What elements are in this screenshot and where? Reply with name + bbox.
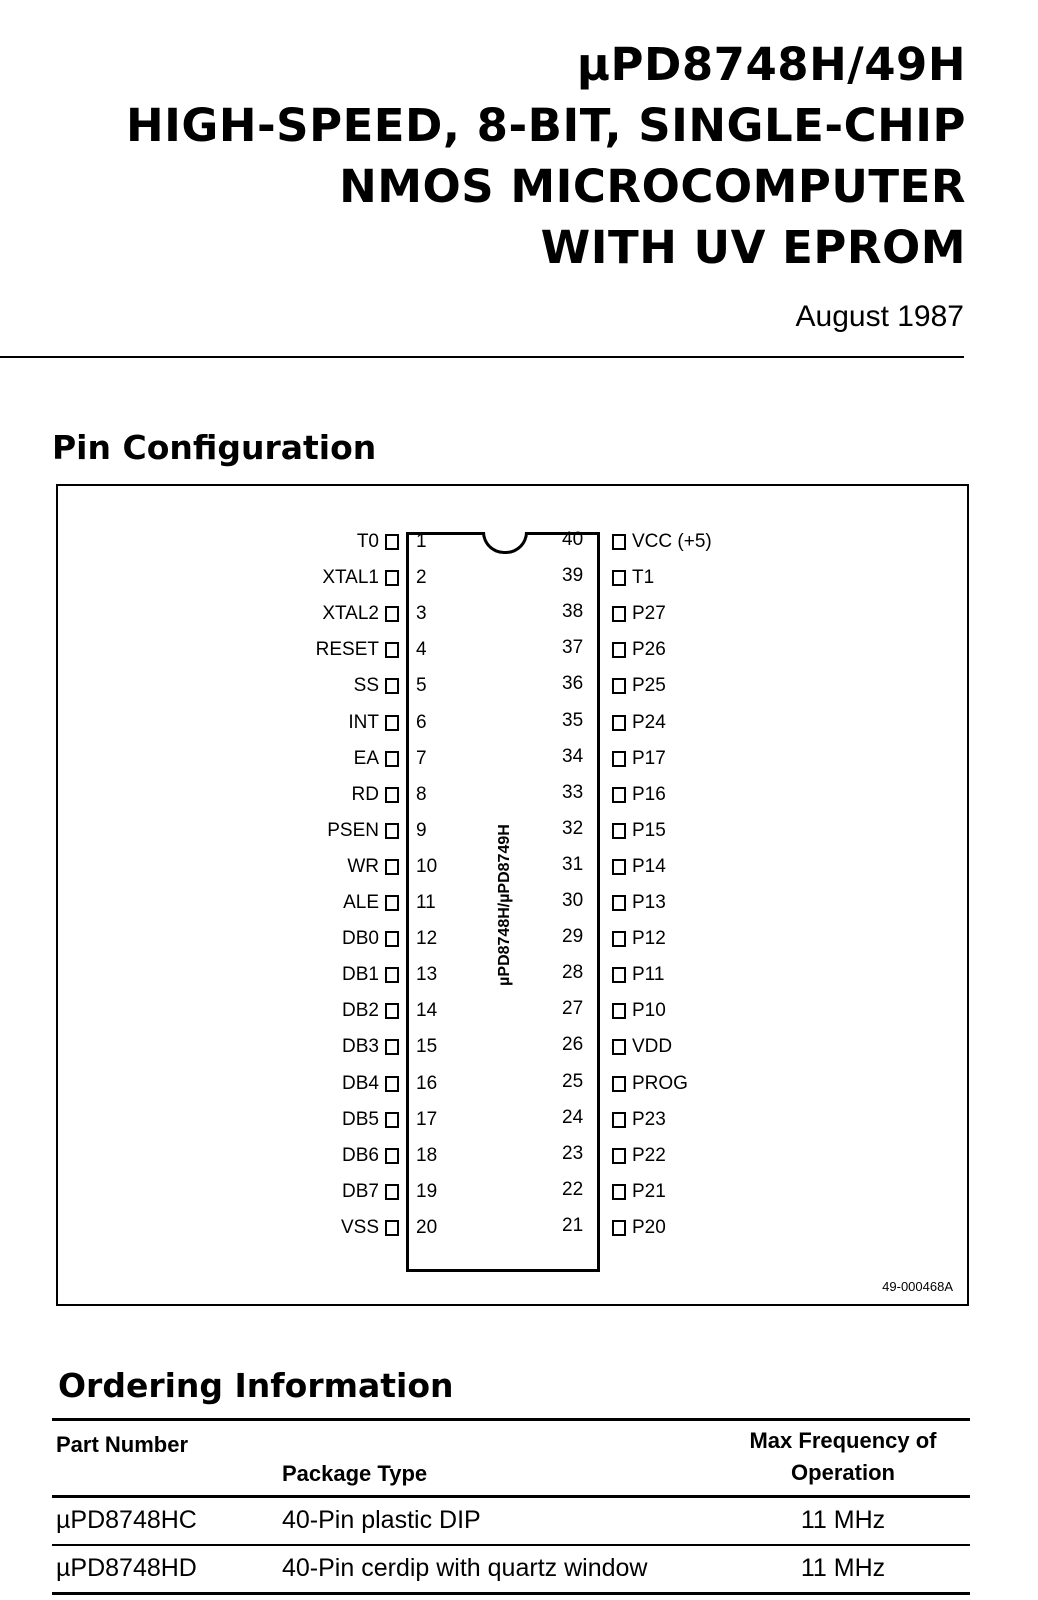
pin-pad: [385, 534, 399, 550]
pin-pad: [612, 787, 626, 803]
pin-left: [322, 602, 405, 626]
pin-pad: [612, 895, 626, 911]
pin-name: P11: [632, 964, 665, 986]
pin-pad: [385, 715, 399, 731]
pin-name: P14: [632, 855, 666, 877]
pin-name: P15: [632, 819, 666, 841]
pin-number: 31: [562, 853, 584, 875]
pin-right: [606, 747, 666, 771]
pin-number: 11: [416, 892, 436, 913]
pin-pad: [385, 1148, 399, 1164]
pin-pad: [385, 1039, 399, 1055]
pin-left: [343, 891, 405, 915]
pin-number: 10: [416, 855, 438, 877]
pin-pad: [385, 823, 399, 839]
pin-number: 28: [562, 962, 584, 984]
pin-name: DB1: [342, 964, 379, 986]
table-header: [52, 1421, 970, 1495]
pin-right: [606, 1180, 666, 1204]
pin-right: [606, 927, 666, 951]
pin-right: [606, 1144, 666, 1168]
pin-number: 15: [416, 1036, 438, 1058]
pin-number: 32: [562, 817, 584, 839]
pin-name: EA: [353, 747, 379, 769]
pin-name: RESET: [315, 639, 379, 661]
pin-name: RD: [351, 783, 379, 805]
pin-number: 3: [416, 603, 427, 625]
figure-code: 49-000468A: [882, 1279, 953, 1294]
pin-configuration-heading: Pin Configuration: [52, 428, 377, 467]
pin-number: 22: [562, 1178, 584, 1200]
pin-number: 34: [562, 745, 584, 767]
pin-name: SS: [353, 675, 379, 697]
column-header-part-number: Part Number: [56, 1432, 189, 1457]
pin-left: [342, 963, 405, 987]
pin-number: 27: [562, 998, 584, 1020]
pin-name: P25: [632, 675, 666, 697]
pin-number: 14: [416, 1000, 438, 1022]
pin-number: 6: [416, 711, 427, 733]
pin-pad: [612, 931, 626, 947]
pin-name: T0: [356, 531, 379, 552]
pin-pad: [612, 967, 626, 983]
pin-name: P22: [632, 1144, 666, 1166]
pin-number: 18: [416, 1144, 438, 1166]
pin-name: ALE: [343, 892, 379, 913]
pin-left: [316, 638, 405, 662]
pin-pad: [385, 1112, 399, 1128]
pin-pad: [612, 606, 626, 622]
title-line: WITH UV EPROM: [540, 221, 966, 274]
pin-pad: [385, 895, 399, 911]
pin-pad: [385, 787, 399, 803]
pin-name: P23: [632, 1108, 666, 1130]
pin-number: 21: [562, 1214, 584, 1236]
pin-left: [354, 674, 405, 698]
pin-pad: [385, 642, 399, 658]
pin-left: [357, 530, 405, 554]
pin-pad: [385, 606, 399, 622]
pin-pad: [612, 1039, 626, 1055]
pin-pad: [612, 570, 626, 586]
pin-right: [606, 819, 666, 843]
pin-name: T1: [632, 567, 655, 589]
pin-pad: [385, 1220, 399, 1236]
pin-name: P12: [632, 928, 666, 950]
pin-number: 36: [562, 673, 584, 695]
pin-name: DB4: [342, 1072, 379, 1094]
pin-name: DB6: [342, 1144, 379, 1166]
publication-date: August 1987: [795, 300, 964, 333]
pin-number: 17: [416, 1108, 438, 1130]
pin-right: [606, 999, 666, 1023]
pin-pad: [385, 751, 399, 767]
pin-pad: [385, 1003, 399, 1019]
pin-name: DB5: [342, 1108, 379, 1130]
ordering-information-heading: Ordering Information: [58, 1366, 454, 1405]
pin-name: XTAL2: [322, 603, 379, 625]
pin-pad: [612, 642, 626, 658]
pin-number: 38: [562, 601, 584, 623]
title-line: µPD8748H/49H: [576, 38, 966, 91]
pin-number: 25: [562, 1070, 584, 1092]
pin-name: VSS: [340, 1216, 379, 1238]
pin-pad: [612, 1003, 626, 1019]
table-row: [52, 1546, 970, 1592]
pin-pad: [612, 715, 626, 731]
pin-right: [606, 1072, 688, 1096]
pin-right: [606, 1035, 672, 1059]
pin-number: 39: [562, 565, 584, 587]
pin-left: [342, 1108, 405, 1132]
chip-label: µPD8748H/µPD8749H: [496, 824, 513, 986]
pin-right: [606, 530, 712, 554]
pin-right: [606, 566, 654, 590]
pin-number: 13: [416, 964, 438, 986]
pin-pad: [612, 823, 626, 839]
pin-left: [348, 711, 405, 735]
pin-configuration-figure: [56, 484, 969, 1306]
pin-right: [606, 1216, 666, 1240]
pin-number: 24: [562, 1106, 584, 1128]
pin-left: [322, 566, 405, 590]
pin-number: 29: [562, 926, 584, 948]
pin-right: [606, 711, 666, 735]
pin-name: P13: [632, 892, 666, 913]
pin-number: 12: [416, 928, 438, 950]
part-number-cell: µPD8748HC: [56, 1506, 197, 1534]
title-line: NMOS MICROCOMPUTER: [339, 160, 966, 213]
pin-pad: [385, 859, 399, 875]
pin-left: [352, 783, 405, 807]
pin-left: [342, 999, 405, 1023]
max-frequency-cell: 11 MHz: [800, 1554, 886, 1582]
column-header-max-frequency: Max Frequency of Operation: [749, 1428, 937, 1485]
pin-left: [342, 1180, 405, 1204]
pin-name: DB2: [342, 1000, 379, 1022]
pin-left: [341, 1216, 405, 1240]
pin-right: [606, 891, 666, 915]
pin-right: [606, 963, 664, 987]
pin-pad: [612, 859, 626, 875]
pin-name: P10: [632, 1000, 666, 1022]
pin-name: P16: [632, 783, 666, 805]
pin-number: 16: [416, 1072, 438, 1094]
pin-right: [606, 638, 666, 662]
pin-name: INT: [348, 711, 379, 733]
max-frequency-cell: 11 MHz: [800, 1506, 886, 1534]
pin-number: 19: [416, 1180, 438, 1202]
pin-left: [354, 747, 405, 771]
pin-pad: [612, 1220, 626, 1236]
ordering-table: [52, 1418, 970, 1595]
pin-number: 40: [562, 529, 584, 550]
header-divider: [0, 356, 964, 358]
pin-right: [606, 783, 666, 807]
pin-pad: [385, 1184, 399, 1200]
part-number-cell: µPD8748HD: [56, 1554, 197, 1582]
pin-number: 2: [416, 567, 427, 589]
pin-left: [347, 855, 405, 879]
pin-right: [606, 855, 666, 879]
pin-pad: [612, 751, 626, 767]
chip-notch: [482, 532, 528, 554]
pin-name: PSEN: [327, 819, 379, 841]
pin-pad: [385, 678, 399, 694]
pin-name: WR: [347, 855, 379, 877]
pin-number: 35: [562, 709, 584, 731]
pin-number: 5: [416, 675, 427, 697]
pin-left: [342, 927, 405, 951]
pin-number: 9: [416, 819, 427, 841]
pin-number: 20: [416, 1216, 438, 1238]
pin-right: [606, 602, 666, 626]
title-line: HIGH-SPEED, 8-BIT, SINGLE-CHIP: [126, 99, 966, 152]
pin-pad: [385, 931, 399, 947]
pin-pad: [385, 967, 399, 983]
pin-name: P24: [632, 711, 666, 733]
pin-name: VCC (+5): [632, 531, 712, 552]
pin-left: [342, 1035, 405, 1059]
pin-left: [327, 819, 405, 843]
package-type-cell: 40-Pin plastic DIP: [282, 1506, 481, 1534]
pin-number: 7: [416, 747, 427, 769]
table-row: [52, 1498, 970, 1544]
pin-left: [342, 1072, 405, 1096]
pin-name: DB3: [342, 1036, 379, 1058]
pin-name: P17: [632, 747, 666, 769]
pin-name: XTAL1: [322, 567, 379, 589]
package-type-cell: 40-Pin cerdip with quartz window: [282, 1554, 648, 1582]
pin-right: [606, 674, 666, 698]
pin-name: P26: [632, 639, 666, 661]
pin-pad: [385, 570, 399, 586]
pin-number: 37: [562, 637, 584, 659]
pin-name: P21: [632, 1180, 666, 1202]
pin-number: 8: [416, 783, 427, 805]
pin-pad: [612, 534, 626, 550]
table-bottom-rule: [52, 1592, 970, 1595]
pin-pad: [612, 1148, 626, 1164]
pin-pad: [612, 1112, 626, 1128]
pin-name: P27: [632, 603, 666, 625]
pin-number: 30: [562, 890, 584, 911]
column-header-package-type: Package Type: [282, 1461, 428, 1486]
pin-number: 23: [562, 1142, 584, 1164]
pin-number: 26: [562, 1034, 584, 1056]
pin-name: VDD: [632, 1036, 673, 1058]
title-block: [126, 34, 966, 278]
pin-left: [342, 1144, 405, 1168]
pin-name: DB7: [342, 1180, 379, 1202]
pin-name: PROG: [632, 1072, 688, 1094]
pin-name: P20: [632, 1216, 666, 1238]
pin-number: 1: [416, 531, 427, 552]
pin-pad: [612, 678, 626, 694]
pin-number: 4: [416, 639, 427, 661]
pin-pad: [612, 1184, 626, 1200]
pin-number: 33: [562, 781, 584, 803]
pin-name: DB0: [342, 928, 379, 950]
pin-right: [606, 1108, 666, 1132]
pin-pad: [612, 1076, 626, 1092]
pin-pad: [385, 1076, 399, 1092]
